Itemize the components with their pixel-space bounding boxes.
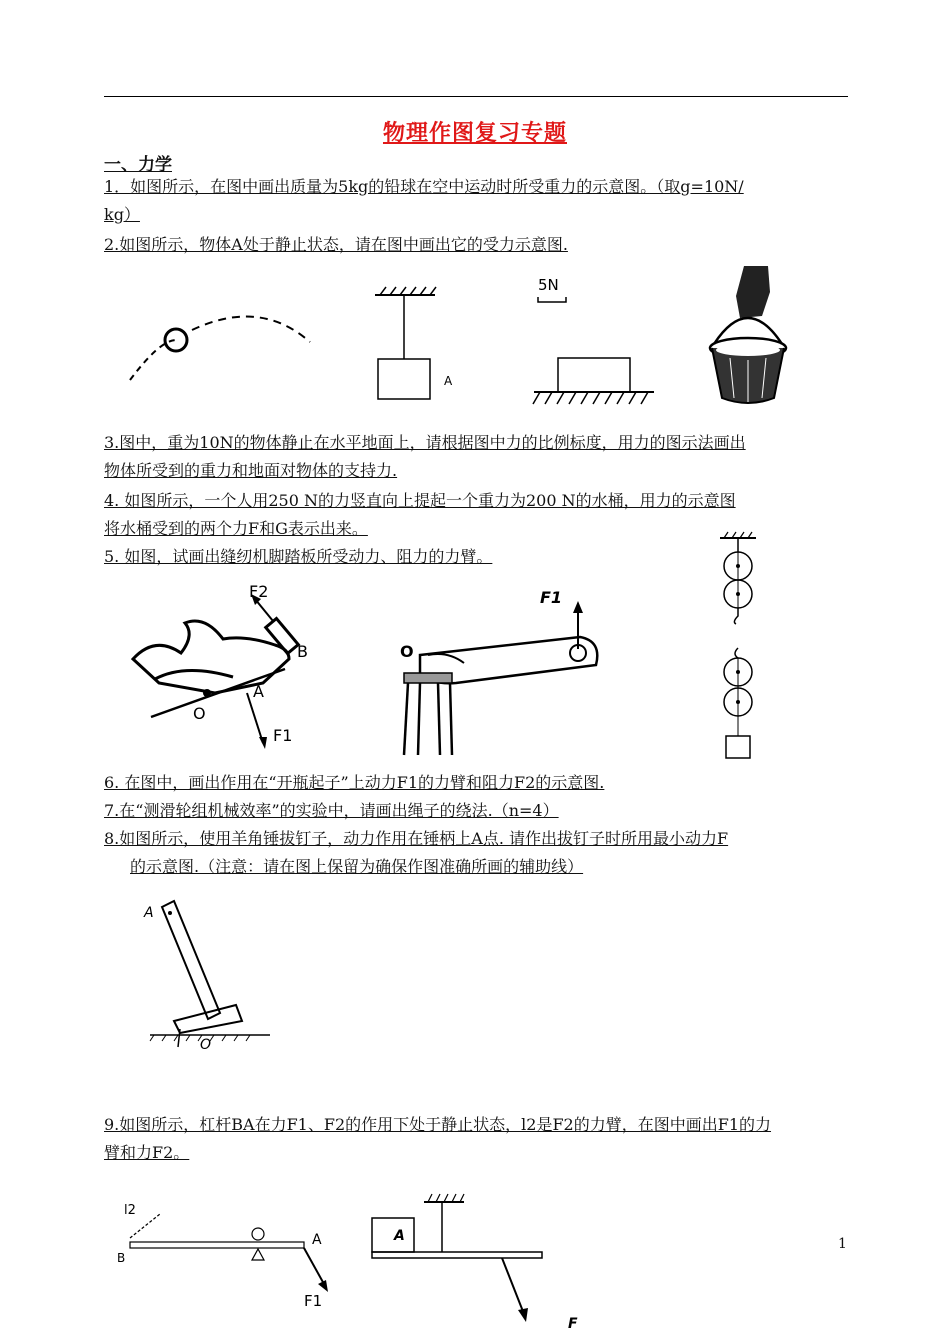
- pedal-o-label: O: [193, 704, 206, 723]
- wall-a-label: A: [394, 1228, 405, 1244]
- lever-l2-label: l2: [124, 1203, 136, 1218]
- hammer-figure: [140, 895, 280, 1055]
- pedal-a-label: A: [253, 682, 264, 701]
- question-6: 6. 在图中，画出作用在“开瓶起子”上动力F1的力臂和阻力F2的示意图.: [104, 773, 605, 792]
- question-4-line-1: 4. 如图所示，一个人用250 N的力竖直向上提起一个重力为200 N的水桶，用力的示意图: [104, 491, 736, 510]
- question-8-line-1: 8.如图所示，使用羊角锤拔钉子，动力作用在锤柄上A点. 请作出拔钉子时所用最小动力F: [104, 829, 729, 848]
- shot-put-figure: [120, 300, 320, 390]
- block-label: A: [444, 374, 453, 388]
- question-2: 2.如图所示，物体A处于静止状态，请在图中画出它的受力示意图.: [104, 235, 568, 254]
- lever-f1-label: F1: [304, 1292, 323, 1310]
- question-3-line-2: 物体所受到的重力和地面对物体的支持力.: [104, 461, 398, 480]
- opener-f1-label: F1: [540, 588, 563, 607]
- page-number: 1: [838, 1236, 847, 1252]
- wall-block-figure: [370, 1188, 578, 1336]
- opener-o-label: O: [400, 642, 414, 661]
- header-rule: [104, 96, 848, 97]
- opener-figure: [390, 585, 610, 760]
- wall-f-label: F: [568, 1316, 578, 1332]
- section-heading: 一、力学: [104, 155, 172, 175]
- fixed-pulley-figure: [710, 530, 770, 630]
- question-5: 5. 如图，试画出缝纫机脚踏板所受动力、阻力的力臂。: [104, 547, 493, 566]
- question-9-line-1: 9.如图所示，杠杆BA在力F1、F2的作用下处于静止状态，l2是F2的力臂，在图中画出F1的力: [104, 1115, 772, 1134]
- hammer-o-label: O: [200, 1037, 212, 1053]
- question-9-line-2: 臂和力F2。: [104, 1143, 190, 1162]
- lever-a-label: A: [312, 1232, 322, 1248]
- hammer-a-label: A: [144, 905, 154, 921]
- pedal-figure: [125, 575, 325, 755]
- lever-figure: [112, 1192, 342, 1312]
- ground-block-figure: [530, 272, 660, 412]
- lever-b-label: B: [117, 1251, 126, 1265]
- pedal-f2-label: F2: [249, 582, 269, 601]
- page-title: 物理作图复习专题: [382, 121, 567, 146]
- hanging-block-figure: [370, 285, 460, 405]
- movable-pulley-figure: [710, 646, 770, 762]
- pedal-b-label: B: [297, 642, 308, 661]
- question-1-line-2: kg）: [104, 205, 140, 224]
- question-1-line-1: 1．如图所示，在图中画出质量为5kg的铅球在空中运动时所受重力的示意图。（取g=10N/: [104, 177, 744, 196]
- question-4-line-2: 将水桶受到的两个力F和G表示出来。: [104, 519, 368, 538]
- pedal-f1-label: F1: [273, 726, 293, 745]
- question-3-line-1: 3.图中，重为10N的物体静止在水平地面上，请根据图中力的比例标度，用力的图示法画出: [104, 433, 746, 452]
- question-8-line-2: 的示意图.（注意：请在图上保留为确保作图准确所画的辅助线）: [130, 857, 584, 876]
- question-7: 7.在“测滑轮组机械效率”的实验中，请画出绳子的绕法.（n=4）: [104, 801, 559, 820]
- bucket-figure: [700, 262, 800, 412]
- scale-label: 5N: [538, 276, 559, 294]
